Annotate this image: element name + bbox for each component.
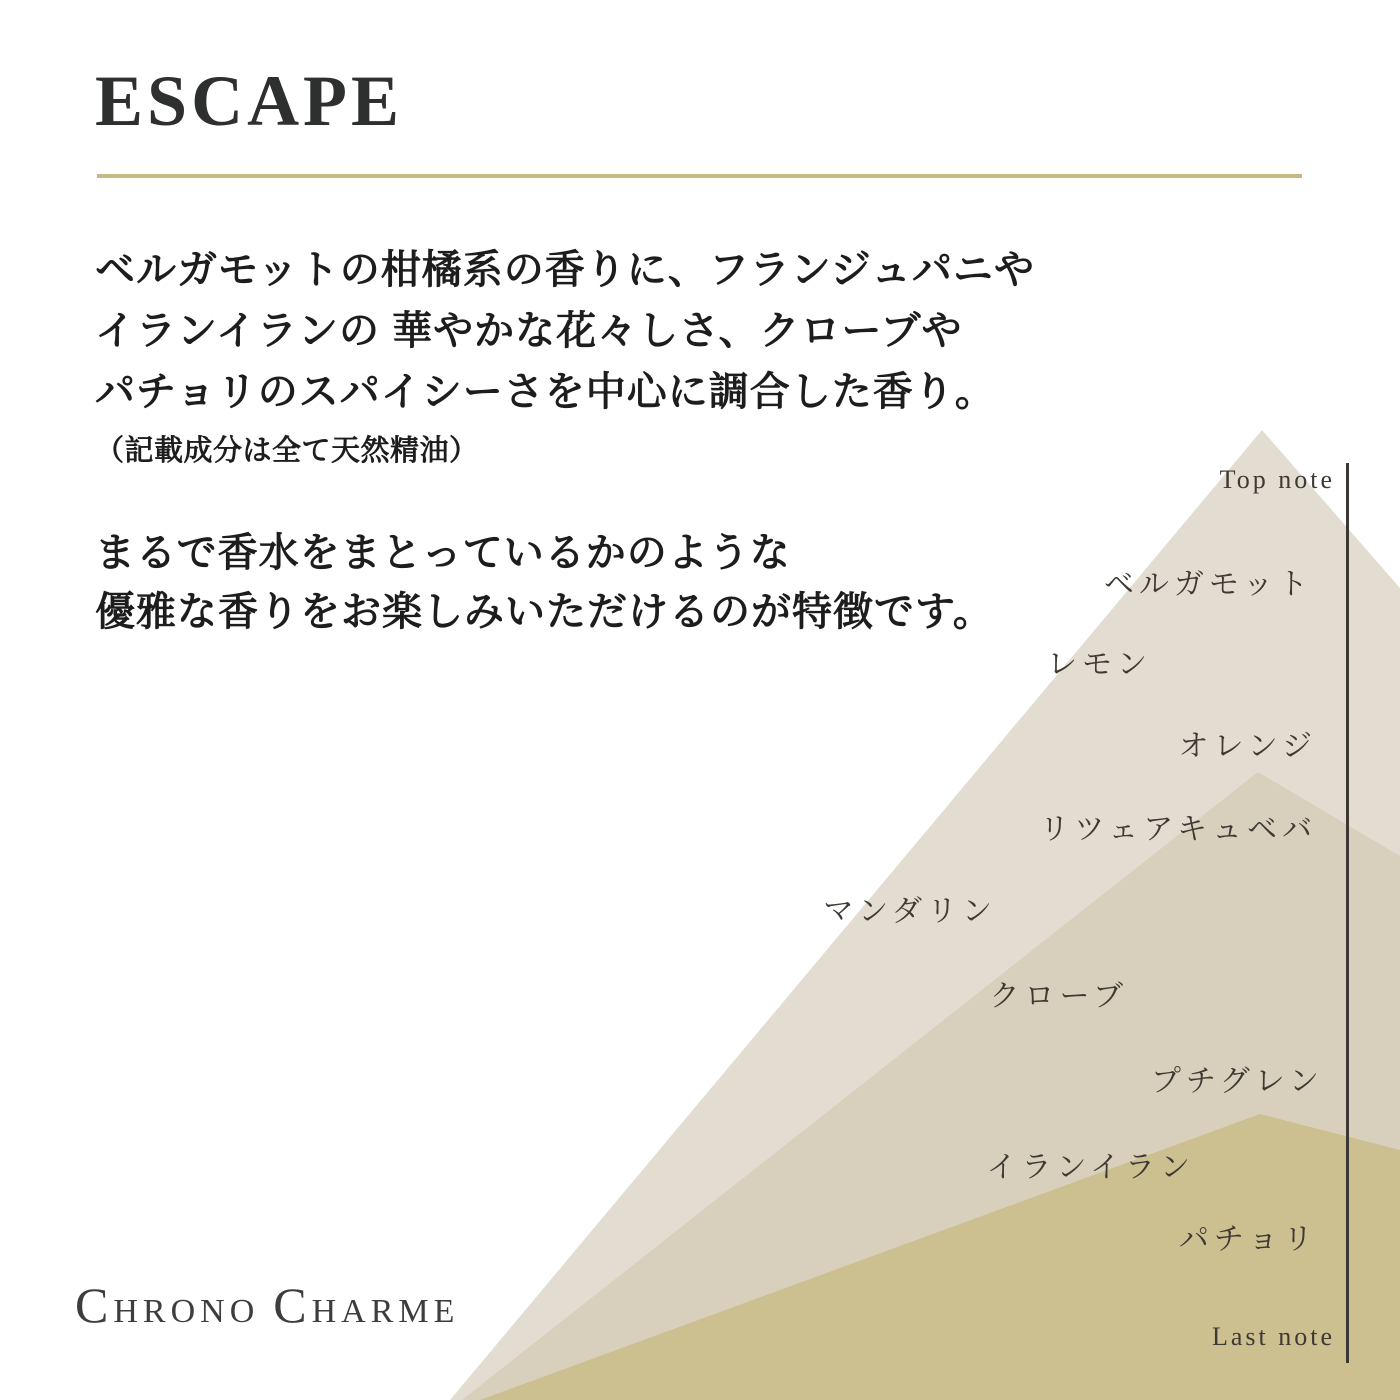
description-line: パチョリのスパイシーさを中心に調合した香り。 bbox=[95, 370, 996, 414]
stage-label-top-note: Top note bbox=[1219, 465, 1335, 494]
description-line: イランイランの 華やかな花々しさ、クローブや bbox=[95, 309, 963, 353]
brand-word-rest: HARME bbox=[311, 1293, 460, 1330]
feature-line: 優雅な香りをお楽しみいただけるのが特徴です。 bbox=[95, 590, 994, 634]
ingredients-note: （記載成分は全て天然精油） bbox=[95, 435, 479, 467]
note-label-patchouli: パチョリ bbox=[1178, 1223, 1318, 1256]
note-axis-line bbox=[1346, 463, 1349, 1363]
feature-line: まるで香水をまとっているかのような bbox=[95, 531, 791, 575]
brand-word-rest: HRONO bbox=[113, 1293, 260, 1330]
description-line: ベルガモットの柑橘系の香りに、フランジュパニや bbox=[95, 248, 1035, 292]
stage-label-last-note: Last note bbox=[1211, 1322, 1335, 1351]
note-label-bergamot: ベルガモット bbox=[1103, 568, 1313, 601]
note-label-lemon: レモン bbox=[1047, 648, 1152, 681]
page-title: ESCAPE bbox=[95, 61, 404, 141]
note-label-petitgrain: プチグレン bbox=[1150, 1065, 1324, 1098]
brand-initial: C bbox=[75, 1277, 114, 1333]
note-label-litsea-cubeba: リツェアキュベバ bbox=[1039, 813, 1317, 846]
note-label-ylang-ylang: イランイラン bbox=[986, 1151, 1195, 1184]
note-label-clove: クローブ bbox=[989, 980, 1128, 1013]
note-label-mandarin: マンダリン bbox=[823, 895, 997, 928]
brand-logo bbox=[75, 1277, 460, 1337]
note-label-orange: オレンジ bbox=[1178, 730, 1317, 763]
brand-initial: C bbox=[273, 1277, 312, 1333]
